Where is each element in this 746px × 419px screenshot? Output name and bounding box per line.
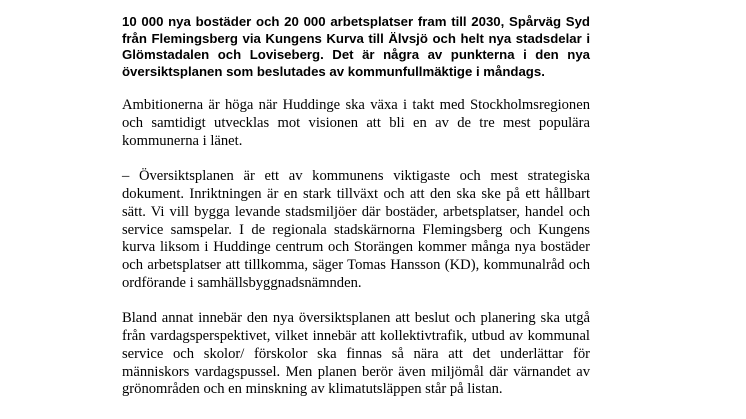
body-paragraph-everyday: Bland annat innebär den nya översiktsplanen att beslut och planering ska utgå från vardagsperspektivet, vilket innebär att kollektivtrafik, utbud av kommunal service och skolor/ förskolor ska finnas så nära att det underlättar för människors vardagspussel. Men planen berör även miljömål där värnandet av grönområden och en minskning av klimatutsläppen står på listan. — [122, 310, 590, 398]
body-paragraph-ambitions: Ambitionerna är höga när Huddinge ska växa i takt med Stockholmsregionen och samtidigt utvecklas mot visionen att bli en av de tre mest populära kommunerna i länet. — [122, 97, 590, 149]
press-release-page — [122, 14, 590, 417]
lead-paragraph: 10 000 nya bostäder och 20 000 arbetsplatser fram till 2030, Spårväg Syd från Flemingsberg via Kungens Kurva till Älvsjö och helt nya stadsdelar i Glömstadalen och Loviseberg. Det är några av punkterna i den nya översiktsplanen som beslutades av kommunfullmäktige i måndags. — [122, 14, 590, 79]
body-paragraph-quote: – Översiktsplanen är ett av kommunens viktigaste och mest strategiska dokument. Inriktningen är en stark tillväxt och att den ska ske på ett hållbart sätt. Vi vill bygga levande stadsmiljöer där bostäder, arbetsplatser, handel och service samspelar. I de regionala stadskärnorna Flemingsberg och Kungens kurva liksom i Huddinge centrum och Storängen kommer många nya bostäder och arbetsplatser att tillkomma, säger Tomas Hansson (KD), kommunalråd och ordförande i samhällsbyggnadsnämnden. — [122, 168, 590, 291]
